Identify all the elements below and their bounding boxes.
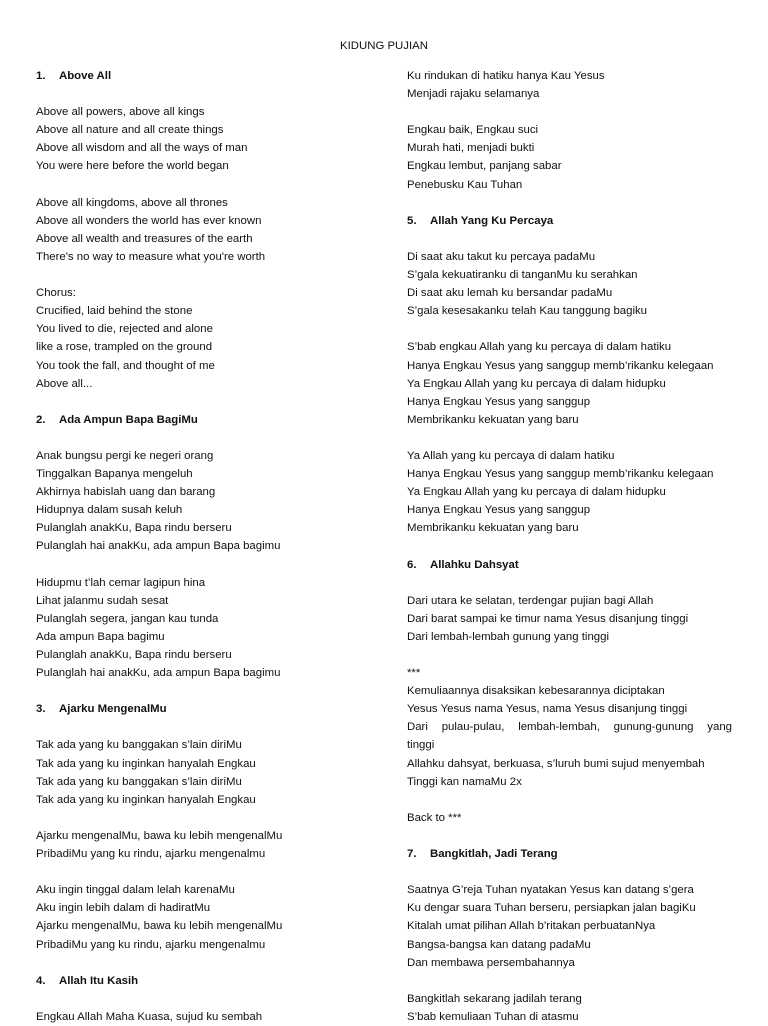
lyric-line: PribadiMu yang ku rindu, ajarku mengenalmu (36, 938, 266, 951)
blank-line (407, 972, 732, 990)
lyric-line: *** (407, 667, 421, 680)
lyric-line: Ada ampun Bapa bagimu (36, 630, 165, 643)
lyric-line: Crucified, laid behind the stone (36, 305, 193, 318)
lyric-line: Dari pulau-pulau, lembah-lembah, gunung-gunung yang (407, 721, 732, 734)
lyric-line: Tak ada yang ku banggakan s’lain diriMu (36, 739, 242, 752)
blank-line (407, 574, 732, 592)
blank-line (36, 954, 366, 972)
blank-line (36, 85, 366, 103)
lyric-line: Back to *** (407, 811, 462, 824)
blank-line (36, 556, 366, 574)
lyric-line: S’bab kemuliaan Tuhan di atasmu (407, 1010, 579, 1023)
blank-line (407, 103, 732, 121)
blank-line (36, 863, 366, 881)
song-heading (36, 67, 366, 85)
lyric-line: Penebusku Kau Tuhan (407, 178, 523, 191)
lyric-line: Tak ada yang ku inginkan hanyalah Engkau (36, 793, 256, 806)
lyric-line: Pulanglah segera, jangan kau tunda (36, 612, 219, 625)
song-number: 7. (407, 848, 417, 861)
lyric-line: Tak ada yang ku inginkan hanyalah Engkau (36, 757, 256, 770)
song-heading (36, 972, 366, 990)
song-title: Above All (59, 70, 112, 82)
song-number: 6. (407, 558, 417, 571)
lyric-line: like a rose, trampled on the ground (36, 341, 213, 354)
lyric-line: Membrikanku kekuatan yang baru (407, 522, 579, 535)
lyric-line: Engkau lembut, panjang sabar (407, 160, 562, 173)
song-title: Bangkitlah, Jadi Terang (430, 848, 558, 861)
blank-line (36, 718, 366, 736)
lyric-line: Above all kingdoms, above all thrones (36, 196, 228, 209)
lyric-line: Chorus: (36, 287, 76, 300)
blank-line (407, 194, 732, 212)
lyric-line: You lived to die, rejected and alone (36, 323, 213, 336)
lyric-line: Hanya Engkau Yesus yang sanggup (407, 504, 591, 517)
lyric-line: Dari barat sampai ke timur nama Yesus disanjung tinggi (407, 612, 689, 625)
lyric-line: Menjadi rajaku selamanya (407, 88, 540, 101)
blank-line (407, 320, 732, 338)
lyric-line: Kitalah umat pilihan Allah b’ritakan perbuatanNya (407, 920, 656, 933)
lyric-line: Above all powers, above all kings (36, 106, 205, 119)
lyric-line: You were here before the world began (36, 160, 229, 173)
song-title: Allah Itu Kasih (59, 974, 139, 987)
lyric-line: Above all... (36, 377, 93, 390)
lyric-line: Pulanglah anakKu, Bapa rindu berseru (36, 522, 232, 535)
lyric-line: Ya Allah yang ku percaya di dalam hatiku (407, 449, 615, 462)
lyric-line: Yesus Yesus nama Yesus, nama Yesus disanjung tinggi (407, 703, 688, 716)
song-number: 5. (407, 214, 417, 227)
lyric-line: Pulanglah hai anakKu, ada ampun Bapa bagimu (36, 540, 281, 553)
blank-line (36, 393, 366, 411)
lyric-line: Hidupnya dalam susah keluh (36, 504, 183, 517)
song-heading (36, 700, 366, 718)
song-title: Allah Yang Ku Percaya (430, 214, 554, 227)
blank-line (36, 266, 366, 284)
blank-line (407, 791, 732, 809)
lyric-line: Dari utara ke selatan, terdengar pujian bagi Allah (407, 594, 654, 607)
lyric-line: Ya Engkau Allah yang ku percaya di dalam hidupku (407, 486, 666, 499)
left-column (36, 67, 366, 1026)
document-title: KIDUNG PUJIAN (340, 40, 428, 52)
lyric-line: Saatnya G’reja Tuhan nyatakan Yesus kan datang s’gera (407, 884, 694, 897)
lyric-line: Above all wisdom and all the ways of man (36, 142, 248, 155)
lyric-line: Anak bungsu pergi ke negeri orang (36, 449, 214, 462)
lyric-line: Membrikanku kekuatan yang baru (407, 413, 579, 426)
song-number: 3. (36, 703, 46, 716)
lyric-line: Ajarku mengenalMu, bawa ku lebih mengenalMu (36, 920, 283, 933)
lyric-line: Allahku dahsyat, berkuasa, s’luruh bumi sujud menyembah (407, 757, 705, 770)
lyric-line: Pulanglah anakKu, Bapa rindu berseru (36, 649, 232, 661)
lyric-line: Di saat aku takut ku percaya padaMu (407, 250, 596, 263)
lyric-line: Pulanglah hai anakKu, ada ampun Bapa bagimu (36, 667, 281, 680)
lyric-line: You took the fall, and thought of me (36, 359, 215, 372)
lyric-line: Above all nature and all create things (36, 124, 224, 137)
lyric-line: Ku dengar suara Tuhan berseru, persiapkan jalan bagiKu (407, 902, 696, 915)
blank-line (36, 429, 366, 447)
song-heading (407, 845, 732, 863)
song-title: Ajarku MengenalMu (59, 703, 167, 716)
lyric-line: PribadiMu yang ku rindu, ajarku mengenalmu (36, 848, 266, 861)
lyric-line: Dan membawa persembahannya (407, 956, 575, 969)
blank-line (407, 537, 732, 555)
lyric-line: Engkau Allah Maha Kuasa, sujud ku sembah (36, 1010, 263, 1023)
song-number: 4. (36, 974, 46, 987)
song-heading (407, 212, 732, 230)
blank-line (407, 230, 732, 248)
blank-line (36, 176, 366, 194)
lyric-line: Hidupmu t’lah cemar lagipun hina (36, 576, 206, 589)
lyric-line: Lihat jalanmu sudah sesat (36, 594, 169, 607)
lyric-line: Aku ingin lebih dalam di hadiratMu (36, 902, 211, 915)
blank-line (407, 863, 732, 881)
song-heading (407, 556, 732, 574)
lyric-line: Bangkitlah sekarang jadilah terang (407, 992, 582, 1005)
lyric-line: Ajarku mengenalMu, bawa ku lebih mengenalMu (36, 829, 283, 842)
lyric-line: Tak ada yang ku banggakan s’lain diriMu (36, 775, 242, 788)
lyric-line: Tinggi kan namaMu 2x (407, 775, 522, 788)
lyric-line: Murah hati, menjadi bukti (407, 142, 535, 155)
lyric-line: Hanya Engkau Yesus yang sanggup (407, 395, 591, 408)
lyric-line: There's no way to measure what you're worth (36, 250, 266, 263)
lyric-line: S’gala kesesakanku telah Kau tanggung bagiku (407, 305, 648, 318)
blank-line (407, 646, 732, 664)
blank-line (407, 827, 732, 845)
song-heading (36, 411, 366, 429)
lyric-line: Tinggalkan Bapanya mengeluh (36, 468, 193, 481)
song-title: Ada Ampun Bapa BagiMu (59, 413, 198, 426)
lyric-line: Aku ingin tinggal dalam lelah karenaMu (36, 884, 235, 897)
song-title: Allahku Dahsyat (430, 558, 519, 571)
blank-line (407, 429, 732, 447)
lyric-line: Hanya Engkau Yesus yang sanggup memb’rikanku kelegaan (407, 468, 714, 481)
lyric-line: Hanya Engkau Yesus yang sanggup memb’rikanku kelegaan (407, 359, 714, 372)
lyric-line: Engkau baik, Engkau suci (407, 124, 539, 137)
lyric-line: Di saat aku lemah ku bersandar padaMu (407, 287, 613, 300)
right-column (407, 67, 732, 1026)
lyric-line: Bangsa-bangsa kan datang padaMu (407, 938, 591, 951)
lyric-line: Dari lembah-lembah gunung yang tinggi (407, 630, 609, 643)
lyric-line: Kemuliaannya disaksikan kebesarannya diciptakan (407, 685, 665, 698)
lyric-line: Above all wonders the world has ever known (36, 214, 262, 227)
blank-line (36, 809, 366, 827)
lyric-line: Akhirnya habislah uang dan barang (36, 486, 216, 499)
blank-line (36, 990, 366, 1008)
blank-line (36, 682, 366, 700)
lyric-line: tinggi (407, 739, 435, 752)
lyric-line: S’gala kekuatiranku di tanganMu ku serahkan (407, 269, 638, 282)
lyric-line: Above all wealth and treasures of the earth (36, 232, 253, 245)
song-number: 2. (36, 413, 46, 426)
lyric-line: S’bab engkau Allah yang ku percaya di dalam hatiku (407, 341, 672, 354)
lyric-line: Ku rindukan di hatiku hanya Kau Yesus (407, 70, 605, 82)
song-number: 1. (36, 70, 46, 82)
lyric-line: Ya Engkau Allah yang ku percaya di dalam hidupku (407, 377, 666, 390)
